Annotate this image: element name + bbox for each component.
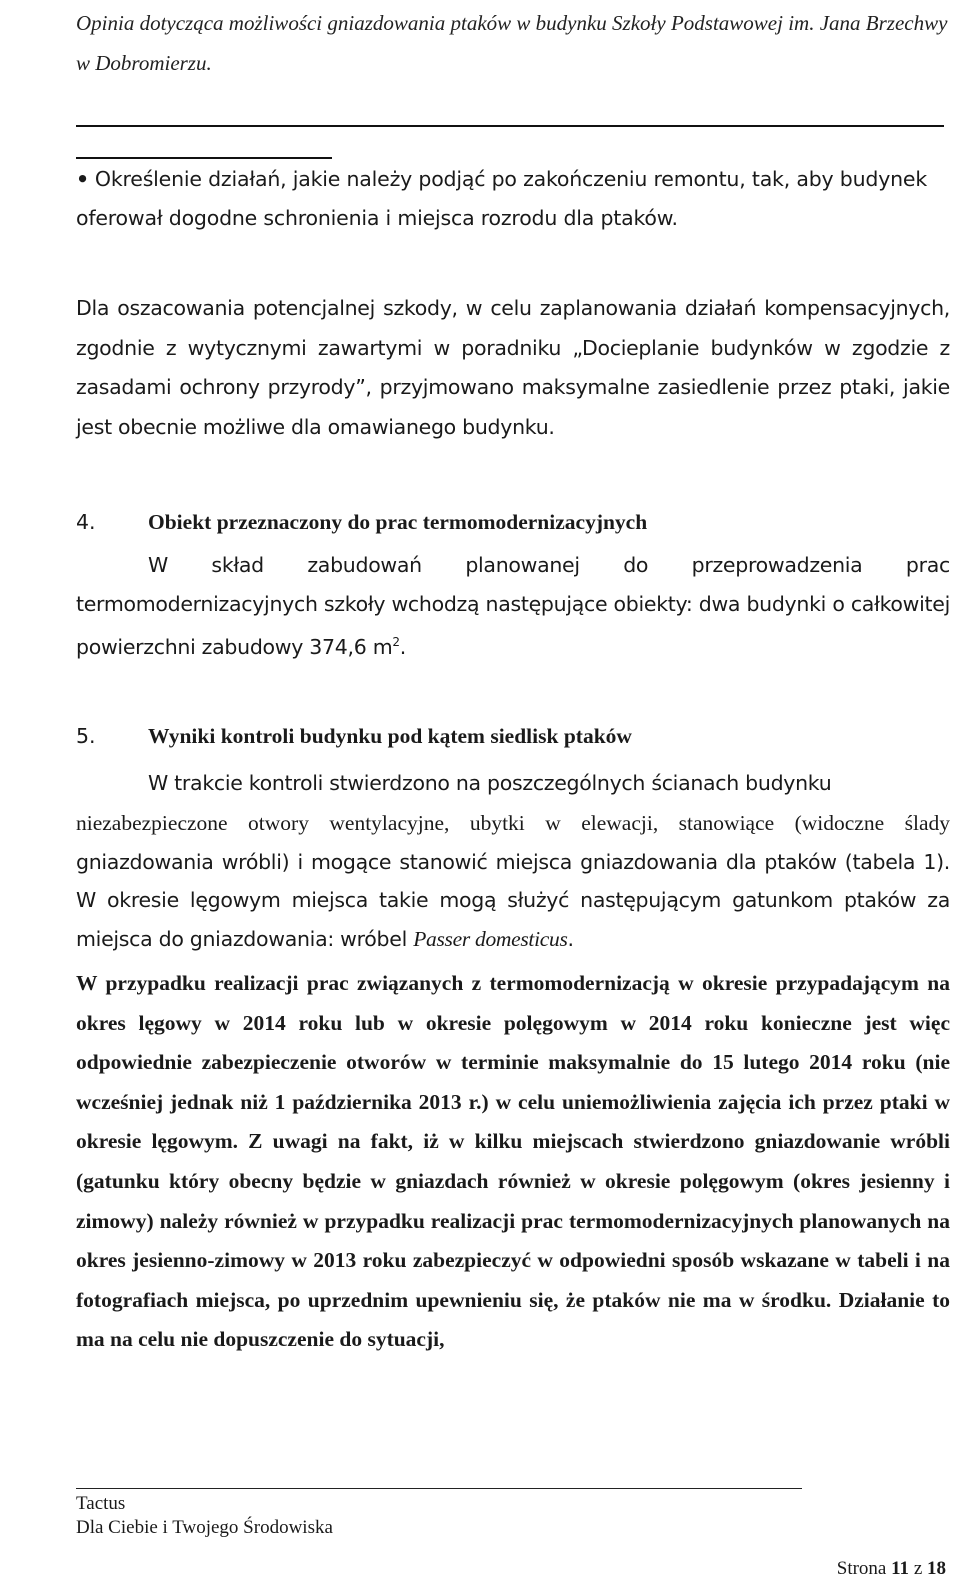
intro-paragraph: Dla oszacowania potencjalnej szkody, w celu zaplanowania działań kompensacyjnych, zgodnie z wytycznymi zawartymi w poradniku „Docieplanie budynków w zgodzie z zasadami ochrony przyrody”, przyjmowano maksymalne zasiedlenie przez ptaki, jakie jest obecnie możliwe dla omawianego budynku. [76, 296, 950, 439]
page-label: Strona [836, 1558, 887, 1579]
superscript: 2 [392, 635, 400, 649]
section-5-para-1 [76, 764, 950, 803]
section-5-bold-paragraph: W przypadku realizacji prac związanych z termomodernizacją w okresie przypadającym na okres lęgowy w 2014 roku lub w okresie polęgowym w 2014 roku konieczne jest więc odpowiednie zabezpieczenie otworów w terminie maksymalnie do 15 lutego 2014 roku (nie wcześniej jednak niż 1 października 2013 r.) w celu uniemożliwienia zajęcia ich przez ptaki w okresie lęgowym. Z uwagi na fakt, iż w kilku miejscach stwierdzono gniazdowanie wróbli (gatunku który obecny będzie w gniazdach również w okresie polęgowym (okres jesienny i zimowy) należy również w przypadku realizacji prac termomodernizacyjnych planowanych na okres jesienno-zimowy w 2013 roku zabezpieczyć w odpowiedni sposób wskazane w tabeli i na fotografiach miejsca, po uprzednim upewnieniu się, że ptaków nie ma w środku. Działanie to ma na celu nie dopuszczenie do sytuacji, [76, 971, 950, 1352]
footer-company: Tactus [76, 1493, 126, 1514]
bullet-item [76, 160, 946, 238]
page-number [837, 1557, 946, 1581]
page-header [76, 3, 956, 83]
bullet-icon: • [76, 167, 89, 191]
section-4 [76, 502, 950, 666]
section-4-period: . [399, 634, 406, 659]
section-5-heading [76, 716, 950, 756]
footer-tagline: Dla Ciebie i Twojego Środowiska [76, 1517, 333, 1538]
section-5-number: 5. [76, 724, 96, 748]
section-5-para-1-rest-text: gniazdowania wróbli) i mogące stanowić miejsca gniazdowania dla ptaków (tabela 1). W okresie lęgowym miejsca takie mogą służyć następującym gatunkom ptaków za miejsca do gniazdowania: wróbel [76, 849, 950, 951]
page-total: 18 [927, 1558, 946, 1579]
page-current: 11 [891, 1558, 910, 1579]
section-5-para-1-serif: niezabezpieczone otwory wentylacyjne, ubytki w elewacji, stanowiące (widoczne ślady [76, 810, 950, 835]
species-period: . [567, 926, 574, 951]
section-4-body: W skład zabudowań planowanej do przeprowadzenia prac termomodernizacyjnych szkoły wchodzą następujące obiekty: dwa budynki o całkowitej powierzchni zabudowy 374,6 m [76, 553, 950, 659]
section-4-heading [76, 502, 950, 542]
footer-rule [76, 1488, 802, 1489]
section-5 [76, 716, 950, 1360]
header-rule [76, 125, 944, 127]
header-line-2: w Dobromierzu. [76, 51, 212, 75]
page-of: z [913, 1558, 923, 1579]
section-5-para-1-start: W trakcie kontroli stwierdzono na poszczególnych ścianach budynku [148, 771, 832, 795]
section-5-title: Wyniki kontroli budynku pod kątem siedlisk ptaków [148, 724, 632, 748]
species-name: Passer domesticus [413, 926, 568, 951]
section-4-number: 4. [76, 510, 96, 534]
section-4-title: Obiekt przeznaczony do prac termomodernizacyjnych [148, 510, 648, 534]
header-line-1: Opinia dotycząca możliwości gniazdowania ptaków w budynku Szkoły Podstawowej im. Jana Brzechwy [76, 11, 948, 35]
bullet-text: Określenie działań, jakie należy podjąć po zakończeniu remontu, tak, aby budynek oferował dogodne schronienia i miejsca rozrodu dla ptaków. [76, 167, 928, 230]
section-4-text [76, 546, 950, 666]
page-footer [76, 1492, 333, 1540]
short-rule [76, 157, 332, 159]
section-5-para-1-rest [76, 843, 950, 959]
